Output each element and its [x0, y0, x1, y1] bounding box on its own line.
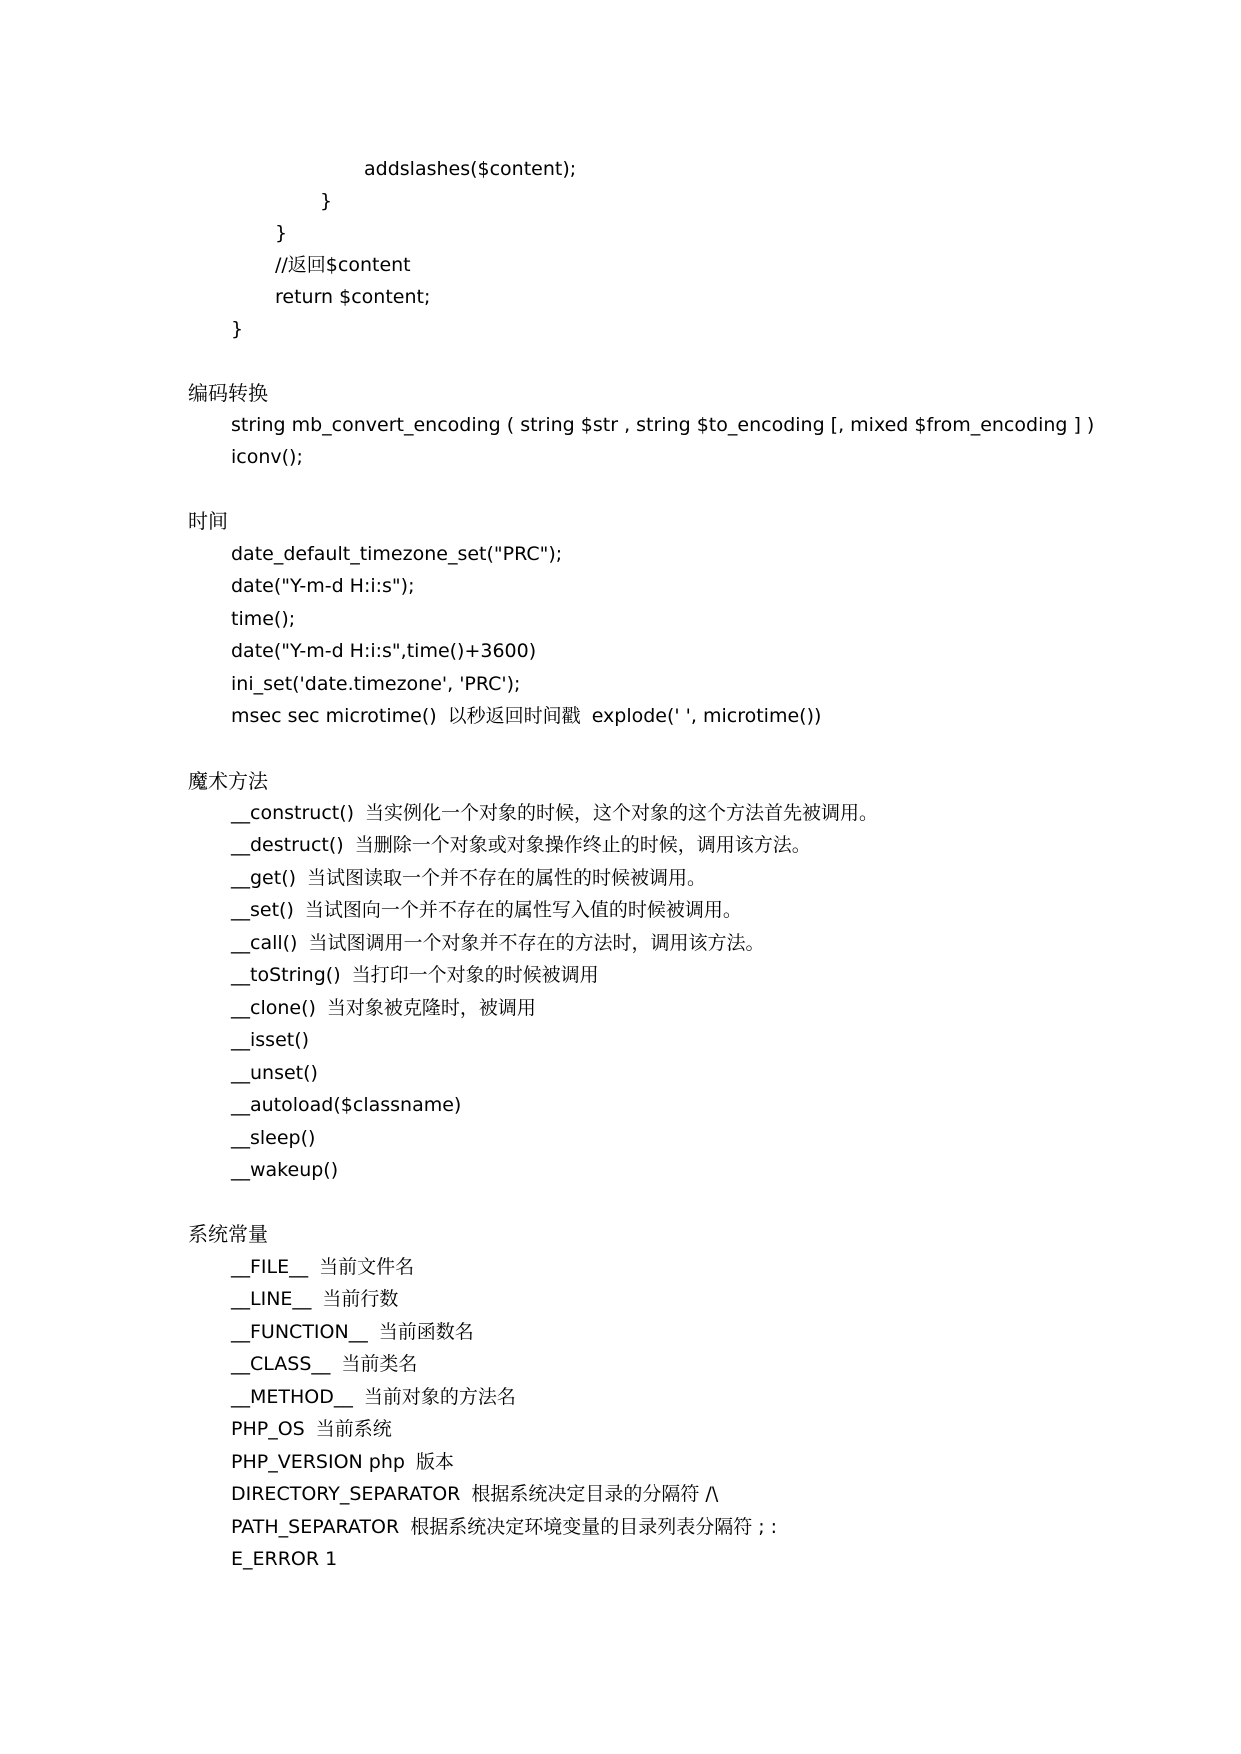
magic-method-description: 当打印一个对象的时候被调用 [351, 964, 599, 986]
magic-method-item [231, 1061, 318, 1085]
magic-method-code: __toString() [231, 964, 341, 986]
constant-code: __METHOD__ [231, 1386, 353, 1408]
constant-code: DIRECTORY_SEPARATOR [231, 1483, 461, 1505]
magic-method-code: __clone() [231, 997, 316, 1019]
magic-method-code: __call() [231, 932, 298, 954]
constant-item [231, 1515, 777, 1539]
constant-code: PHP_VERSION php [231, 1451, 405, 1473]
magic-method-description: 当试图向一个并不存在的属性写入值的时候被调用。 [304, 899, 742, 921]
magic-method-item [231, 1093, 461, 1117]
constant-description: 当前函数名 [378, 1321, 474, 1343]
time-line: date_default_timezone_set("PRC"); [231, 543, 563, 565]
constant-code: PATH_SEPARATOR [231, 1516, 400, 1538]
code-comment: //返回$content [275, 254, 411, 276]
constant-description: 当前系统 [315, 1418, 392, 1440]
magic-method-item [231, 866, 706, 890]
constant-code: __CLASS__ [231, 1353, 331, 1375]
magic-method-code: __sleep() [231, 1127, 316, 1149]
constant-item [231, 1450, 454, 1474]
constant-item [231, 1482, 718, 1506]
magic-method-item [231, 931, 765, 955]
encoding-line: iconv(); [231, 446, 303, 468]
constant-code: E_ERROR 1 [231, 1548, 338, 1570]
magic-method-description: 当试图调用一个对象并不存在的方法时，调用该方法。 [308, 932, 765, 954]
section-heading-system-constants: 系统常量 [188, 1222, 268, 1246]
constant-code: __LINE__ [231, 1288, 312, 1310]
magic-method-description: 当试图读取一个并不存在的属性的时候被调用。 [307, 867, 707, 889]
magic-method-description: 当删除一个对象或对象操作终止的时候，调用该方法。 [354, 834, 811, 856]
constant-code: PHP_OS [231, 1418, 305, 1440]
magic-method-code: __isset() [231, 1029, 310, 1051]
magic-method-item [231, 963, 599, 987]
microtime-code: msec sec microtime() [231, 705, 437, 727]
constant-item [231, 1385, 516, 1409]
magic-method-code: __autoload($classname) [231, 1094, 462, 1116]
code-brace-mid: } [275, 222, 288, 244]
magic-method-item [231, 1158, 338, 1182]
microtime-explode: explode(' ', microtime()) [591, 705, 822, 727]
constant-description: 当前文件名 [319, 1256, 415, 1278]
constant-code: __FILE__ [231, 1256, 309, 1278]
constant-item [231, 1417, 392, 1441]
time-line-microtime [231, 704, 821, 728]
magic-method-description: 当实例化一个对象的时候，这个对象的这个方法首先被调用。 [365, 802, 879, 824]
code-return: return $content; [275, 286, 431, 308]
magic-method-code: __wakeup() [231, 1159, 339, 1181]
constant-item [231, 1255, 414, 1279]
code-line-addslashes: addslashes($content); [364, 158, 577, 180]
magic-method-code: __unset() [231, 1062, 318, 1084]
constant-item [231, 1352, 417, 1376]
code-brace-outer: } [231, 318, 244, 340]
constant-item [231, 1547, 337, 1571]
constant-description: 版本 [415, 1451, 454, 1473]
magic-method-code: __set() [231, 899, 294, 921]
magic-method-code: __construct() [231, 802, 355, 824]
magic-method-item [231, 1028, 309, 1052]
magic-method-code: __destruct() [231, 834, 344, 856]
section-heading-magic-methods: 魔术方法 [188, 769, 268, 793]
code-brace-inner: } [320, 190, 333, 212]
magic-method-item [231, 1126, 315, 1150]
magic-method-item [231, 996, 536, 1020]
time-line: date("Y-m-d H:i:s"); [231, 575, 415, 597]
section-heading-time: 时间 [188, 509, 228, 533]
microtime-description: 以秒返回时间戳 [447, 705, 581, 727]
time-line: ini_set('date.timezone', 'PRC'); [231, 673, 521, 695]
constant-description: 当前类名 [341, 1353, 418, 1375]
constant-description: 根据系统决定目录的分隔符 /\ [471, 1483, 719, 1505]
section-heading-encoding: 编码转换 [188, 381, 268, 405]
time-line: time(); [231, 608, 296, 630]
magic-method-item [231, 898, 742, 922]
encoding-line: string mb_convert_encoding ( string $str , string $to_encoding [, mixed $from_encoding ] ) [231, 414, 1095, 436]
time-line: date("Y-m-d H:i:s",time()+3600) [231, 640, 537, 662]
constant-description: 根据系统决定环境变量的目录列表分隔符 ; : [410, 1516, 778, 1538]
magic-method-code: __get() [231, 867, 297, 889]
magic-method-item [231, 833, 811, 857]
constant-code: __FUNCTION__ [231, 1321, 368, 1343]
magic-method-item [231, 801, 878, 825]
constant-item [231, 1287, 398, 1311]
constant-description: 当前对象的方法名 [363, 1386, 516, 1408]
constant-item [231, 1320, 474, 1344]
magic-method-description: 当对象被克隆时，被调用 [326, 997, 536, 1019]
constant-description: 当前行数 [322, 1288, 399, 1310]
